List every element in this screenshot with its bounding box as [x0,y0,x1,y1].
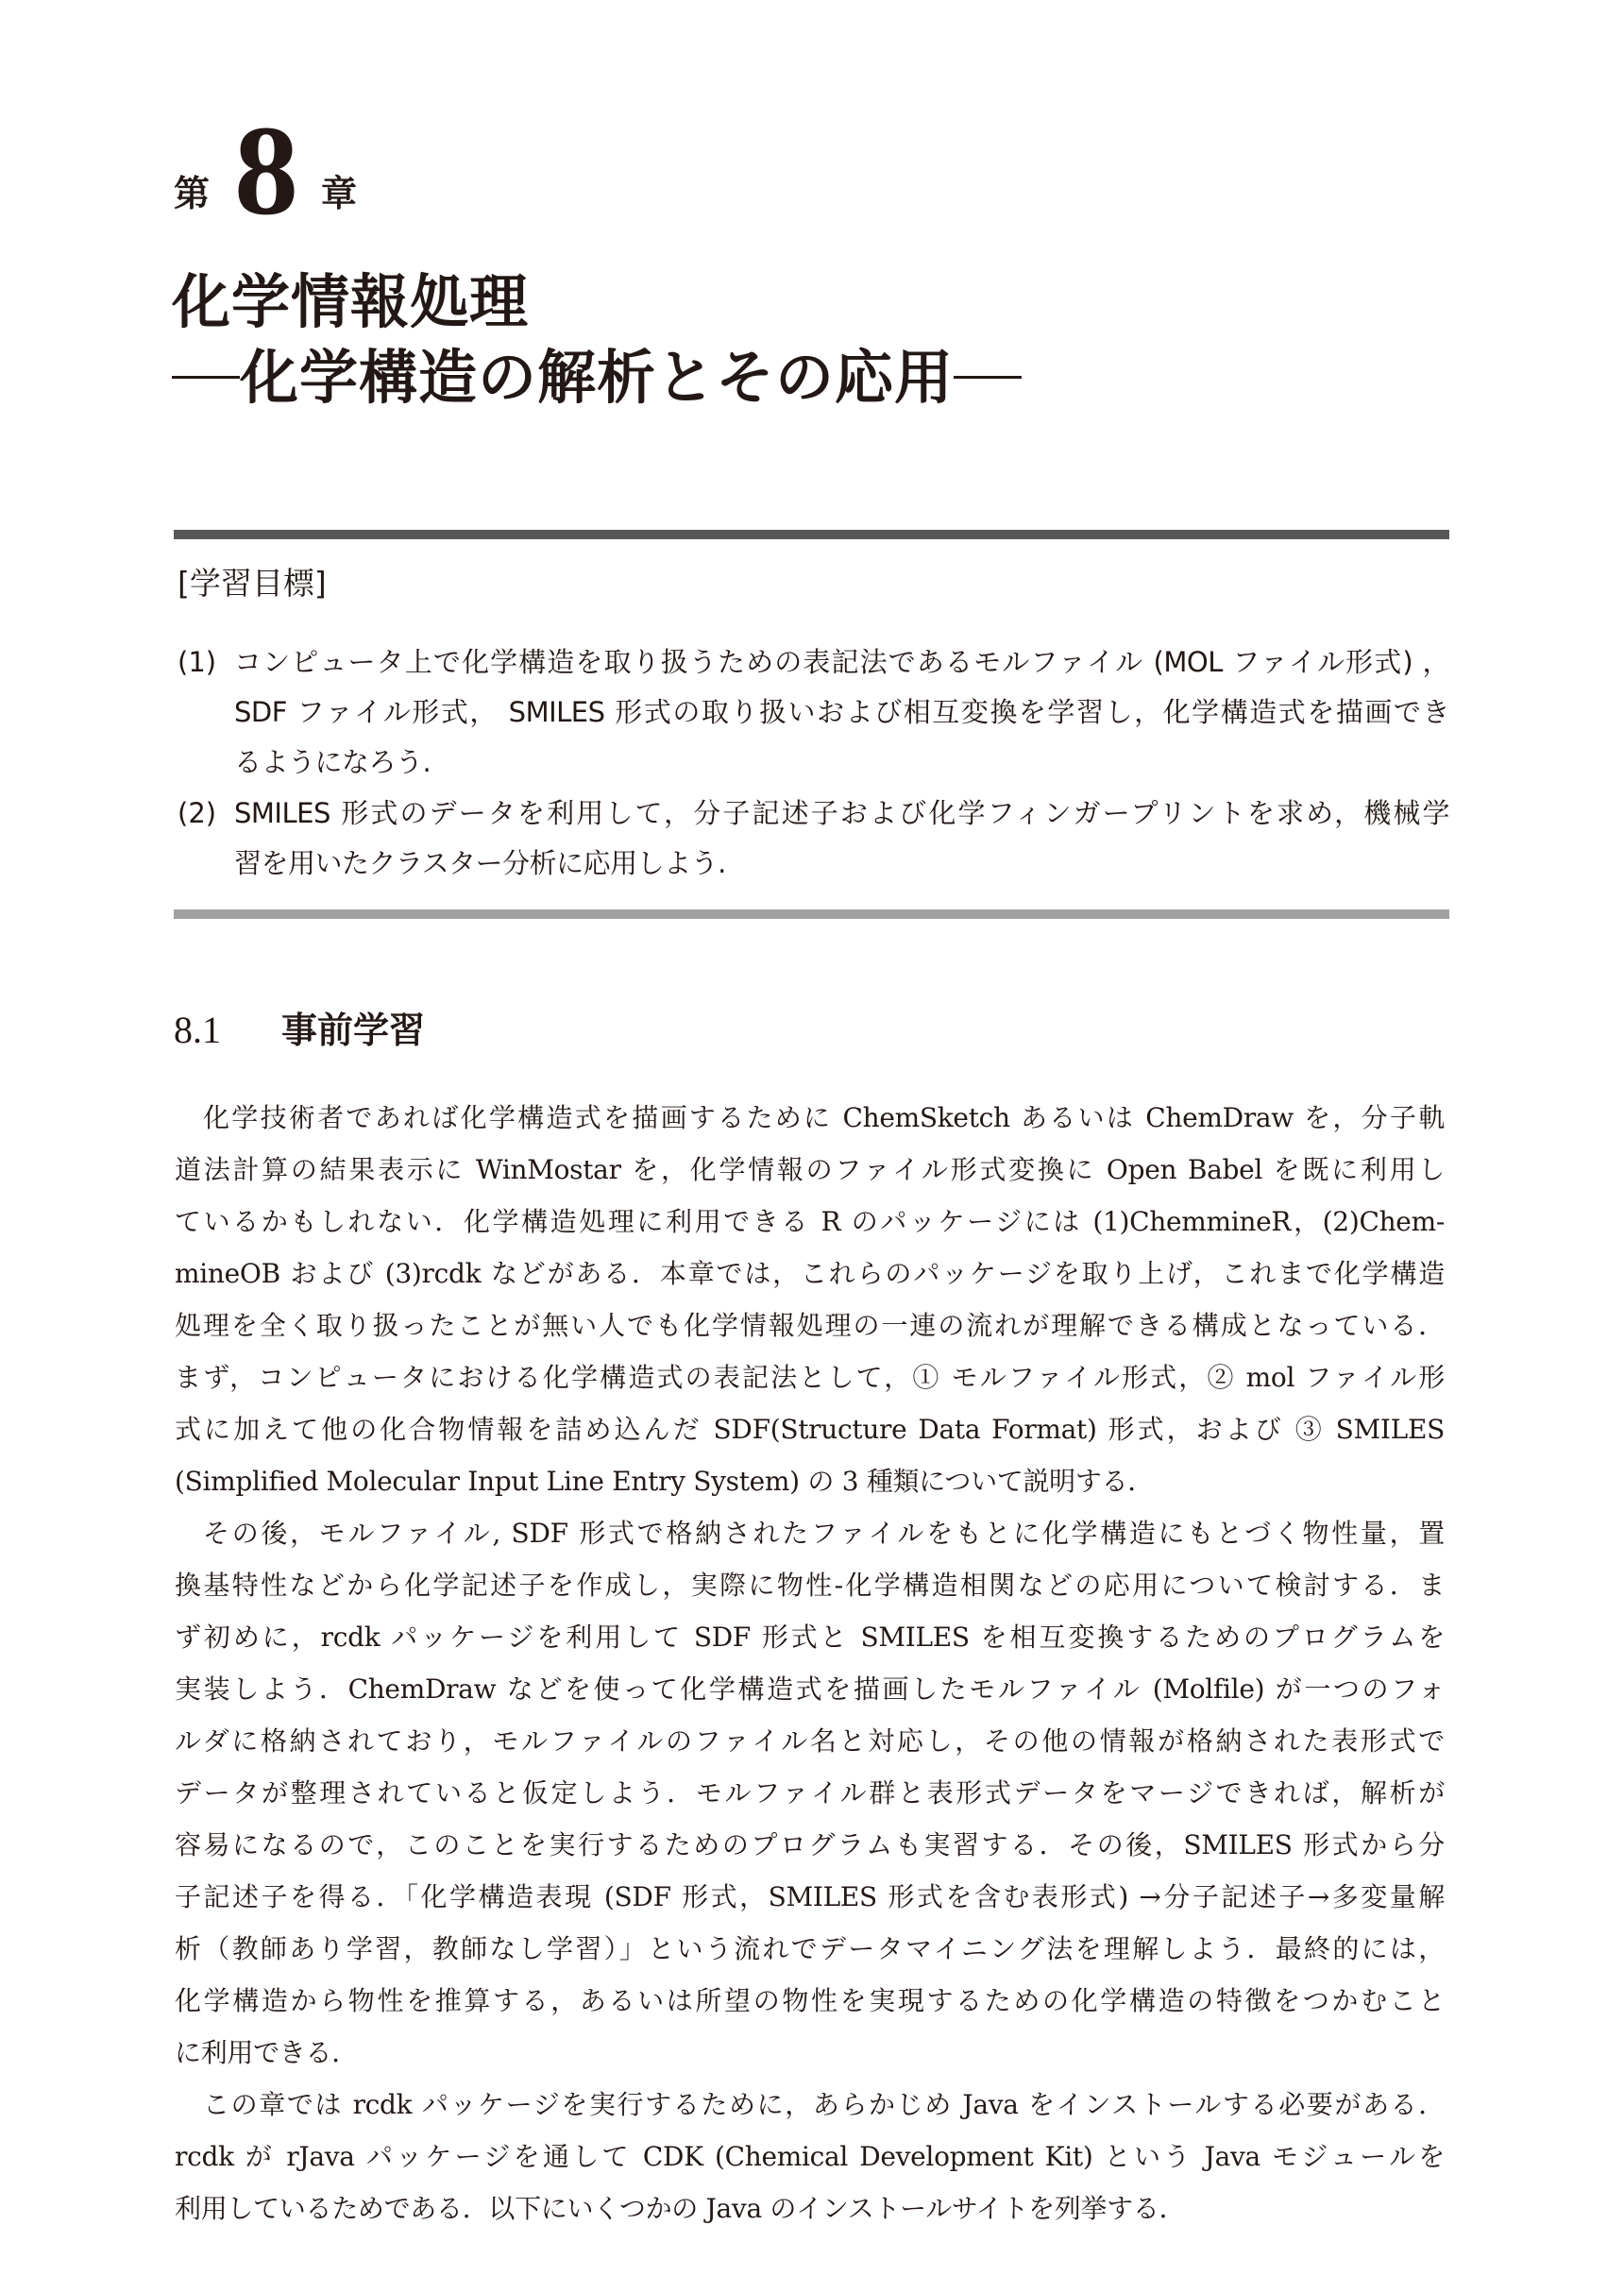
body-line: 道法計算の結果表示に WinMostar を，化学情報のファイル形式変換に Open Babel を既に利用し [175,1154,1445,1185]
objective-number: (2) [178,797,217,829]
objective-line: コンピュータ上で化学構造を取り扱うための表記法であるモルファイル (MOL ファイル形式) ， [234,646,1449,678]
chapter-subtitle: 化学構造の解析とその応用 [240,343,955,412]
objectives-heading: [学習目標] [178,565,327,602]
chapter-prefix: 第 [174,173,211,214]
section-number: 8.1 [174,1009,221,1051]
chapter-label [174,100,358,243]
body-line: まず，コンピュータにおける化学構造式の表記法として，① モルファイル形式，② mol ファイル形 [175,1362,1445,1393]
body-line: 式に加えて他の化合物情報を詰め込んだ SDF(Structure Data Format) 形式，および ③ SMILES [175,1414,1445,1445]
body-line: データが整理されていると仮定しよう．モルファイル群と表形式データをマージできれば，解析が [175,1777,1445,1809]
body-line: 換基特性などから化学記述子を作成し，実際に物性-化学構造相関などの応用について検討する．ま [175,1570,1445,1601]
body-line: この章では rcdk パッケージを実行するために，あらかじめ Java をインストールする必要がある． [203,2089,1445,2120]
objectives-top-rule [174,530,1449,539]
chapter-title-line-2 [172,340,1022,416]
body-line: (Simplified Molecular Input Line Entry System) の 3 種類について説明する． [175,1466,1154,1497]
body-line: 析（教師あり学習，教師なし学習）」という流れでデータマイニング法を理解しよう．最終的には， [175,1933,1445,1964]
body-line: ているかもしれない．化学構造処理に利用できる R のパッケージには (1)ChemmineR，(2)Chem- [175,1206,1445,1237]
body-line: mineOB および (3)rcdk などがある．本章では，これらのパッケージを取り上げ，これまで化学構造 [175,1258,1445,1289]
chapter-suffix: 章 [321,173,358,214]
body-line: 容易になるので，このことを実行するためのプログラムも実習する．その後，SMILES 形式から分 [175,1829,1445,1860]
objective-line: るようになろう. [234,746,431,778]
body-line: 利用しているためである．以下にいくつかの Java のインストールサイトを列挙する． [175,2193,1186,2224]
body-line: 化学構造から物性を推算する，あるいは所望の物性を実現するための化学構造の特徴をつかむこと [175,1985,1445,2016]
body-line: 実装しよう．ChemDraw などを使って化学構造式を描画したモルファイル (Molfile) が一つのフォ [175,1673,1445,1705]
objectives-bottom-rule [174,909,1449,919]
objective-line: SMILES 形式のデータを利用して，分子記述子および化学フィンガープリントを求め，機械学 [234,797,1449,829]
body-line: 処理を全く取り扱ったことが無い人でも化学情報処理の一連の流れが理解できる構成となっている． [175,1310,1445,1341]
objective-line: SDF ファイル形式， SMILES 形式の取り扱いおよび相互変換を学習し，化学構造式を描画でき [234,696,1449,728]
body-line: ず初めに，rcdk パッケージを利用して SDF 形式と SMILES を相互変換するためのプログラムを [175,1622,1445,1653]
body-line: 化学技術者であれば化学構造式を描画するために ChemSketch あるいは ChemDraw を，分子軌 [203,1102,1445,1133]
chapter-number: 8 [234,100,297,243]
objective-number: (1) [178,646,217,678]
body-line: ルダに格納されており，モルファイルのファイル名と対応し，その他の情報が格納された表形式で [175,1725,1445,1757]
section-heading [174,1007,425,1054]
body-line: rcdk が rJava パッケージを通して CDK (Chemical Development Kit) という Java モジュールを [175,2141,1445,2172]
em-dash-right [954,376,1022,379]
body-line: その後，モルファイル, SDF 形式で格納されたファイルをもとに化学構造にもとづく物性量，置 [203,1518,1445,1549]
body-line: 子記述子を得る．「化学構造表現 (SDF 形式，SMILES 形式を含む表形式) →分子記述子→多変量解 [175,1881,1445,1912]
chapter-title [172,264,1022,416]
section-title: 事前学習 [281,1010,426,1051]
em-dash-left [172,376,240,379]
chapter-title-line-1: 化学情報処理 [172,267,530,336]
objective-line: 習を用いたクラスター分析に応用しよう. [234,847,726,879]
body-line: に利用できる． [175,2037,358,2068]
